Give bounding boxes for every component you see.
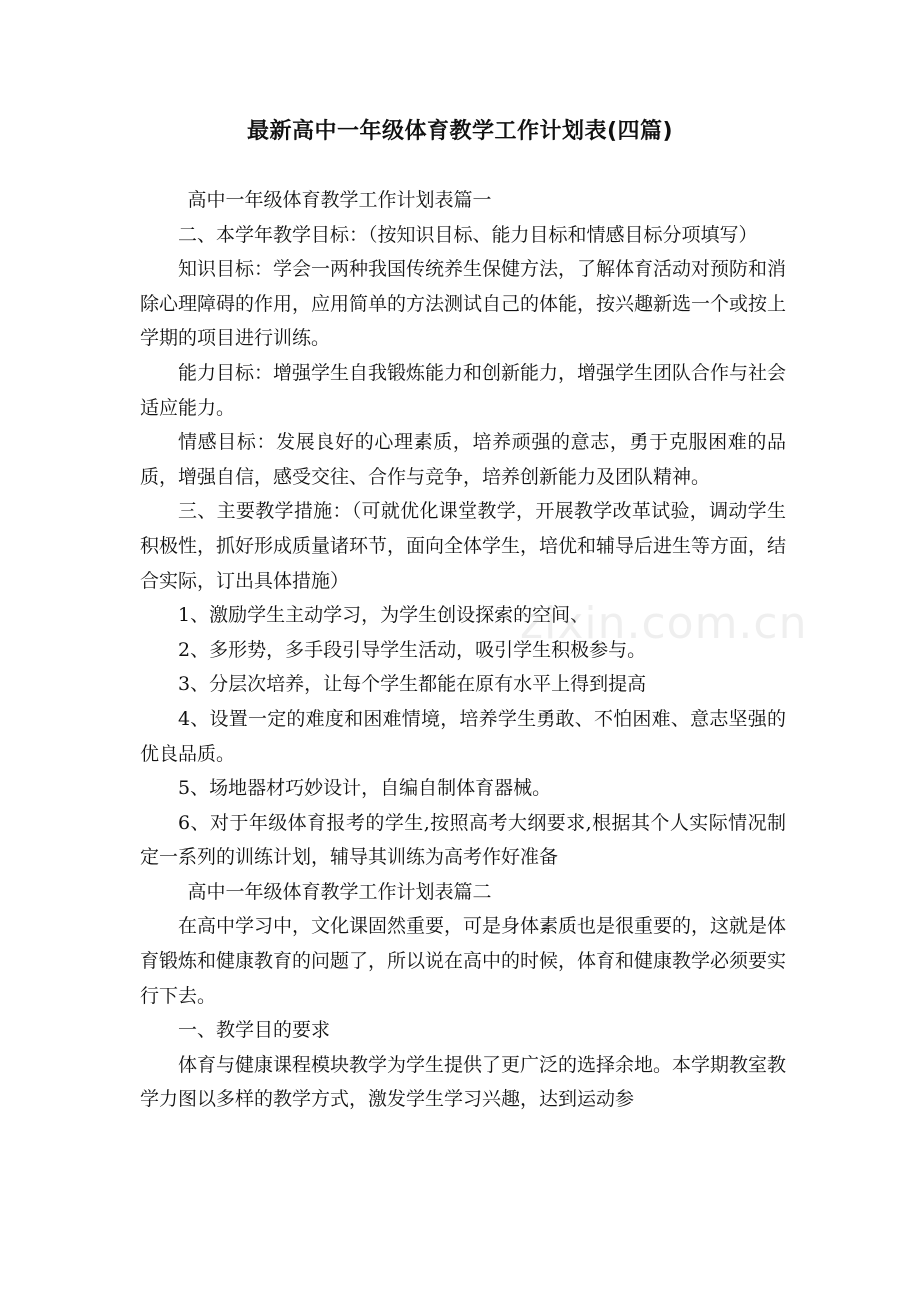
paragraph: 三、主要教学措施：（可就优化课堂教学，开展教学改革试验，调动学生积极性，抓好形成质量诸环节，面向全体学生，培优和辅导后进生等方面，结合实际，订出具体措施）: [140, 500, 787, 592]
list-item: 4、设置一定的难度和困难情境，培养学生勇敢、不怕困难、意志坚强的优良品质。: [140, 707, 786, 765]
list-item: 2、多形势，多手段引导学生活动，吸引学生积极参与。: [178, 638, 647, 661]
list-item: 3、分层次培养，让每个学生都能在原有水平上得到提高: [178, 673, 647, 696]
paragraph: 知识目标：学会一两种我国传统养生保健方法，了解体育活动对预防和消除心理障碍的作用，应用简单的方法测试自己的体能，按兴趣新选一个或按上学期的项目进行训练。: [140, 258, 787, 350]
list-item: 6、对于年级体育报考的学生,按照高考大纲要求,根据其个人实际情况制定一系列的训练计划，辅导其训练为高考作好准备: [140, 811, 786, 869]
section-heading-1: 高中一年级体育教学工作计划表篇一: [187, 189, 492, 211]
section-heading-2: 高中一年级体育教学工作计划表篇二: [187, 880, 492, 903]
document-body: [140, 183, 786, 1117]
paragraph: 体育与健康课程模块教学为学生提供了更广泛的选择余地。本学期教室教学力图以多样的教学方式，激发学生学习兴趣，达到运动参: [140, 1053, 787, 1111]
paragraph: 一、教学目的要求: [178, 1019, 331, 1042]
list-item: 1、激励学生主动学习，为学生创设探索的空间、: [178, 604, 590, 627]
document-title: 最新高中一年级体育教学工作计划表(四篇): [246, 119, 674, 144]
paragraph: 二、本学年教学目标：（按知识目标、能力目标和情感目标分项填写）: [178, 223, 758, 246]
list-item: 5、场地器材巧妙设计，自编自制体育器械。: [178, 777, 552, 800]
watermark: zixin.com.cn: [520, 598, 808, 649]
paragraph: 能力目标：增强学生自我锻炼能力和创新能力，增强学生团队合作与社会适应能力。: [140, 361, 787, 419]
paragraph: 情感目标：发展良好的心理素质，培养顽强的意志，勇于克服困难的品质，增强自信，感受交往、合作与竞争，培养创新能力及团队精神。: [140, 431, 786, 488]
paragraph: 在高中学习中，文化课固然重要，可是身体素质也是很重要的，这就是体育锻炼和健康教育的问题了，所以说在高中的时候，体育和健康教学必须要实行下去。: [140, 915, 787, 1007]
